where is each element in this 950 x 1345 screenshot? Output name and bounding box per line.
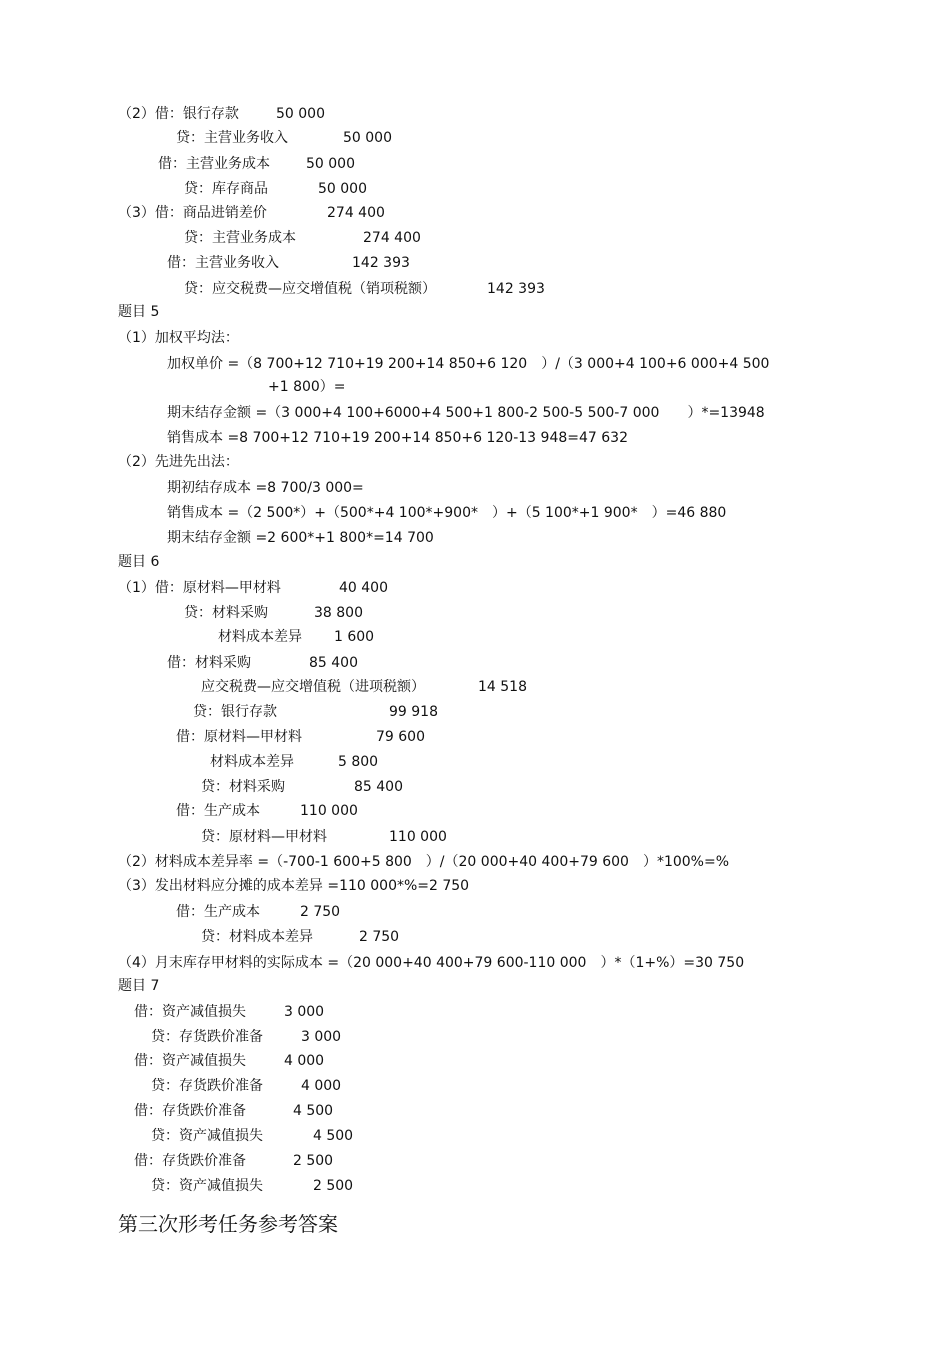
- entry-line: 期初结存成本 =8 700/3 000=: [167, 480, 364, 496]
- entry-line: 贷：库存商品 50 000: [184, 181, 367, 197]
- entry-line: 借：存货跌价准备 2 500: [134, 1153, 334, 1169]
- entry-line: （3）借：商品进销差价 274 400: [118, 205, 385, 221]
- entry-line: 销售成本 =8 700+12 710+19 200+14 850+6 120-13 948=47 632: [167, 430, 628, 446]
- entry-line: 借：存货跌价准备 4 500: [134, 1103, 334, 1119]
- entry-line: 加权单价 =（8 700+12 710+19 200+14 850+6 120 ）/（3 000+4 100+6 000+4 500: [167, 356, 770, 372]
- question-label: 题目 5: [118, 304, 160, 320]
- question-label: 题目 7: [118, 978, 160, 994]
- entry-line: 借：资产减值损失 4 000: [134, 1053, 325, 1069]
- entry-line: （1）借：原材料—甲材料 40 400: [118, 580, 388, 596]
- entry-line: 贷：应交税费—应交增值税（销项税额） 142 393: [184, 281, 545, 297]
- entry-line: 贷：主营业务成本 274 400: [184, 230, 421, 246]
- entry-line: （4）月末库存甲材料的实际成本 =（20 000+40 400+79 600-110 000 ）*（1+%）=30 750: [118, 955, 745, 971]
- entry-line: 期末结存金额 =（3 000+4 100+6000+4 500+1 800-2 500-5 500-7 000 ）*=13948: [167, 405, 765, 421]
- section-heading: 第三次形考任务参考答案: [118, 1212, 338, 1236]
- entry-line: 借：主营业务成本 50 000: [158, 156, 355, 172]
- entry-line: 材料成本差异 1 600: [218, 629, 375, 645]
- question-label: 题目 6: [118, 554, 160, 570]
- entry-line: 贷：材料采购 85 400: [201, 779, 403, 795]
- entry-line: 贷：银行存款 99 918: [193, 704, 438, 720]
- entry-line: 借：生产成本 110 000: [176, 803, 358, 819]
- entry-line: 贷：存货跌价准备 4 000: [151, 1078, 342, 1094]
- entry-line: 贷：资产减值损失 4 500: [151, 1128, 354, 1144]
- entry-line: （3）发出材料应分摊的成本差异 =110 000*%=2 750: [118, 878, 470, 894]
- entry-line: 应交税费—应交增值税（进项税额） 14 518: [201, 679, 527, 695]
- entry-line: 借：主营业务收入 142 393: [167, 255, 410, 271]
- entry-line: （2）借：银行存款 50 000: [118, 106, 325, 122]
- entry-line: 借：资产减值损失 3 000: [134, 1004, 325, 1020]
- entry-line: 借：原材料—甲材料 79 600: [176, 729, 425, 745]
- entry-line: 材料成本差异 5 800: [210, 754, 379, 770]
- entry-line: 贷：资产减值损失 2 500: [151, 1178, 354, 1194]
- entry-line: 贷：材料采购 38 800: [184, 605, 363, 621]
- entry-line: （2）材料成本差异率 =（-700-1 600+5 800 ）/（20 000+40 400+79 600 ）*100%=%: [118, 854, 729, 870]
- entry-line: 贷：存货跌价准备 3 000: [151, 1029, 342, 1045]
- entry-line: 借：材料采购 85 400: [167, 655, 358, 671]
- entry-line: 贷：主营业务收入 50 000: [176, 130, 392, 146]
- entry-line: 贷：材料成本差异 2 750: [201, 929, 400, 945]
- entry-line: 期末结存金额 =2 600*+1 800*=14 700: [167, 530, 434, 546]
- entry-line: （1）加权平均法：: [118, 330, 239, 346]
- entry-line: 借：生产成本 2 750: [176, 904, 341, 920]
- entry-line: 销售成本 =（2 500*）+（500*+4 100*+900* ）+（5 100*+1 900* ）=46 880: [167, 505, 727, 521]
- entry-line: 贷：原材料—甲材料 110 000: [201, 829, 447, 845]
- entry-line: +1 800）=: [268, 379, 346, 395]
- entry-line: （2）先进先出法：: [118, 454, 239, 470]
